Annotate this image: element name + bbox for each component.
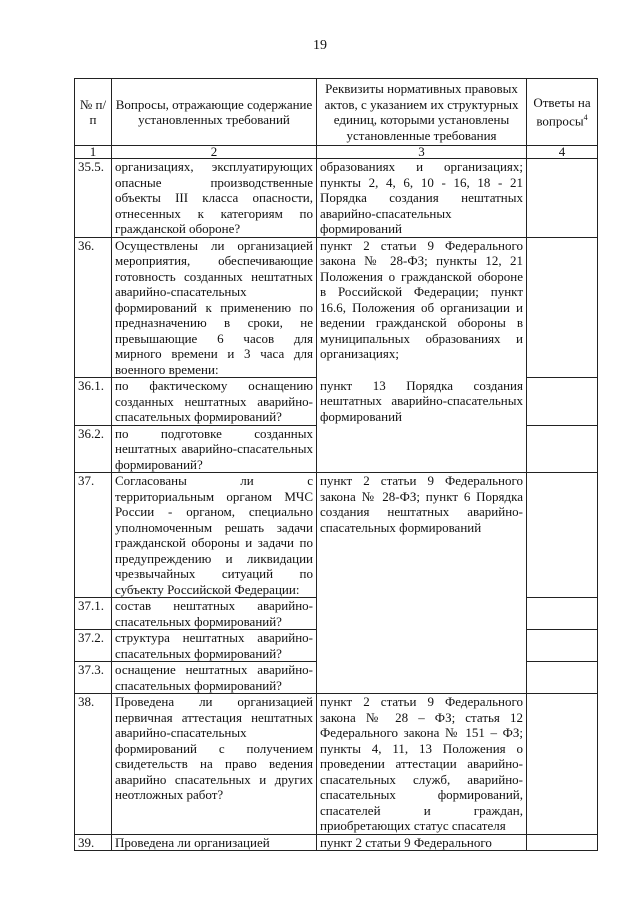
row-references [317,598,527,630]
header-questions: Вопросы, отражающие содержание установленных требований [112,79,317,146]
table-row [75,378,598,426]
row-answer-cell[interactable] [527,630,598,662]
row-answer-cell[interactable] [527,159,598,238]
row-references: пункт 2 статьи 9 Федерального закона № 28 – ФЗ; статья 12 Федерального закона № 151 – ФЗ; пункты 4, 11, 13 Положения о проведении аттестации аварийно-спасательных служб, аварийно-спасательных формирований, спасателей и граждан, приобретающих статус спасателя [317,694,527,835]
row-question: Осуществлены ли организацией мероприятия, обеспечивающие готовность созданных нештатных аварийно-спасательных формирований к применению по предназначению в сроки, не превышающие 6 часов для мирного времени и 3 часа для военного времени: [112,237,317,378]
row-number: 36.1. [75,378,112,426]
row-question: по подготовке созданных нештатных аварийно-спасательных формирований? [112,425,317,473]
row-references: образованиях и организациях; пункты 2, 4, 6, 10 - 16, 18 - 21 Порядка создания нештатных аварийно-спасательных формирований [317,159,527,238]
header-references: Реквизиты нормативных правовых актов, с указанием их структурных единиц, которыми установлены установленные требования [317,79,527,146]
row-answer-cell[interactable] [527,662,598,694]
table-row [75,425,598,473]
row-question: состав нештатных аварийно-спасательных формирований? [112,598,317,630]
row-number: 39. [75,834,112,851]
table-row [75,834,598,851]
column-number: 3 [317,146,527,159]
row-number: 37.1. [75,598,112,630]
table-row [75,237,598,378]
row-question: структура нештатных аварийно-спасательных формирований? [112,630,317,662]
row-references [317,425,527,473]
row-references: пункт 13 Порядка создания нештатных аварийно-спасательных формирований [317,378,527,426]
table-header-row [75,79,598,146]
row-number: 37.2. [75,630,112,662]
requirements-table [74,78,598,851]
row-question: Проведена ли организацией первичная аттестация нештатных аварийно-спасательных формирований с получением свидетельств на право ведения аварийно спасательных и других неотложных работ? [112,694,317,835]
row-references: пункт 2 статьи 9 Федерального закона № 28-ФЗ; пункты 12, 21 Положения о гражданской обороне в Российской Федерации; пункт 16.6, Положения об организации и ведении гражданской обороны в муниципальных образованиях и организациях; [317,237,527,378]
row-answer-cell[interactable] [527,378,598,426]
row-answer-cell[interactable] [527,694,598,835]
row-number: 35.5. [75,159,112,238]
table-row [75,159,598,238]
row-references: пункт 2 статьи 9 Федерального закона № 28-ФЗ; пункт 6 Порядка создания нештатных аварийно-спасательных формирований [317,473,527,598]
row-answer-cell[interactable] [527,425,598,473]
row-number: 37. [75,473,112,598]
table-row [75,662,598,694]
row-references: пункт 2 статьи 9 Федерального [317,834,527,851]
row-references [317,662,527,694]
table-row [75,473,598,598]
row-question: по фактическому оснащению созданных нештатных аварийно-спасательных формирований? [112,378,317,426]
row-question: Проведена ли организацией [112,834,317,851]
row-number: 37.3. [75,662,112,694]
row-question: Согласованы ли с территориальным органом МЧС России - органом, специально уполномоченным решать задачи гражданской обороны и задачи по предупреждению и ликвидации чрезвычайных ситуаций по субъекту Российской Федерации: [112,473,317,598]
row-answer-cell[interactable] [527,473,598,598]
footnote-marker: 4 [583,113,588,123]
header-answers-label: Ответы на вопросы [533,94,591,129]
row-number: 36.2. [75,425,112,473]
row-answer-cell[interactable] [527,598,598,630]
table-row [75,630,598,662]
row-answer-cell[interactable] [527,237,598,378]
column-number: 1 [75,146,112,159]
row-answer-cell[interactable] [527,834,598,851]
row-number: 36. [75,237,112,378]
table-row [75,694,598,835]
column-number: 4 [527,146,598,159]
header-answers [527,79,598,146]
page-number: 19 [313,38,327,53]
row-question: оснащение нештатных аварийно-спасательных формирований? [112,662,317,694]
row-number: 38. [75,694,112,835]
column-number: 2 [112,146,317,159]
header-number: № п/п [75,79,112,146]
row-references [317,630,527,662]
table-row [75,598,598,630]
column-numbers-row [75,146,598,159]
row-question: организациях, эксплуатирующих опасные производственные объекты III класса опасности, отнесенных к категориям по гражданской обороне? [112,159,317,238]
